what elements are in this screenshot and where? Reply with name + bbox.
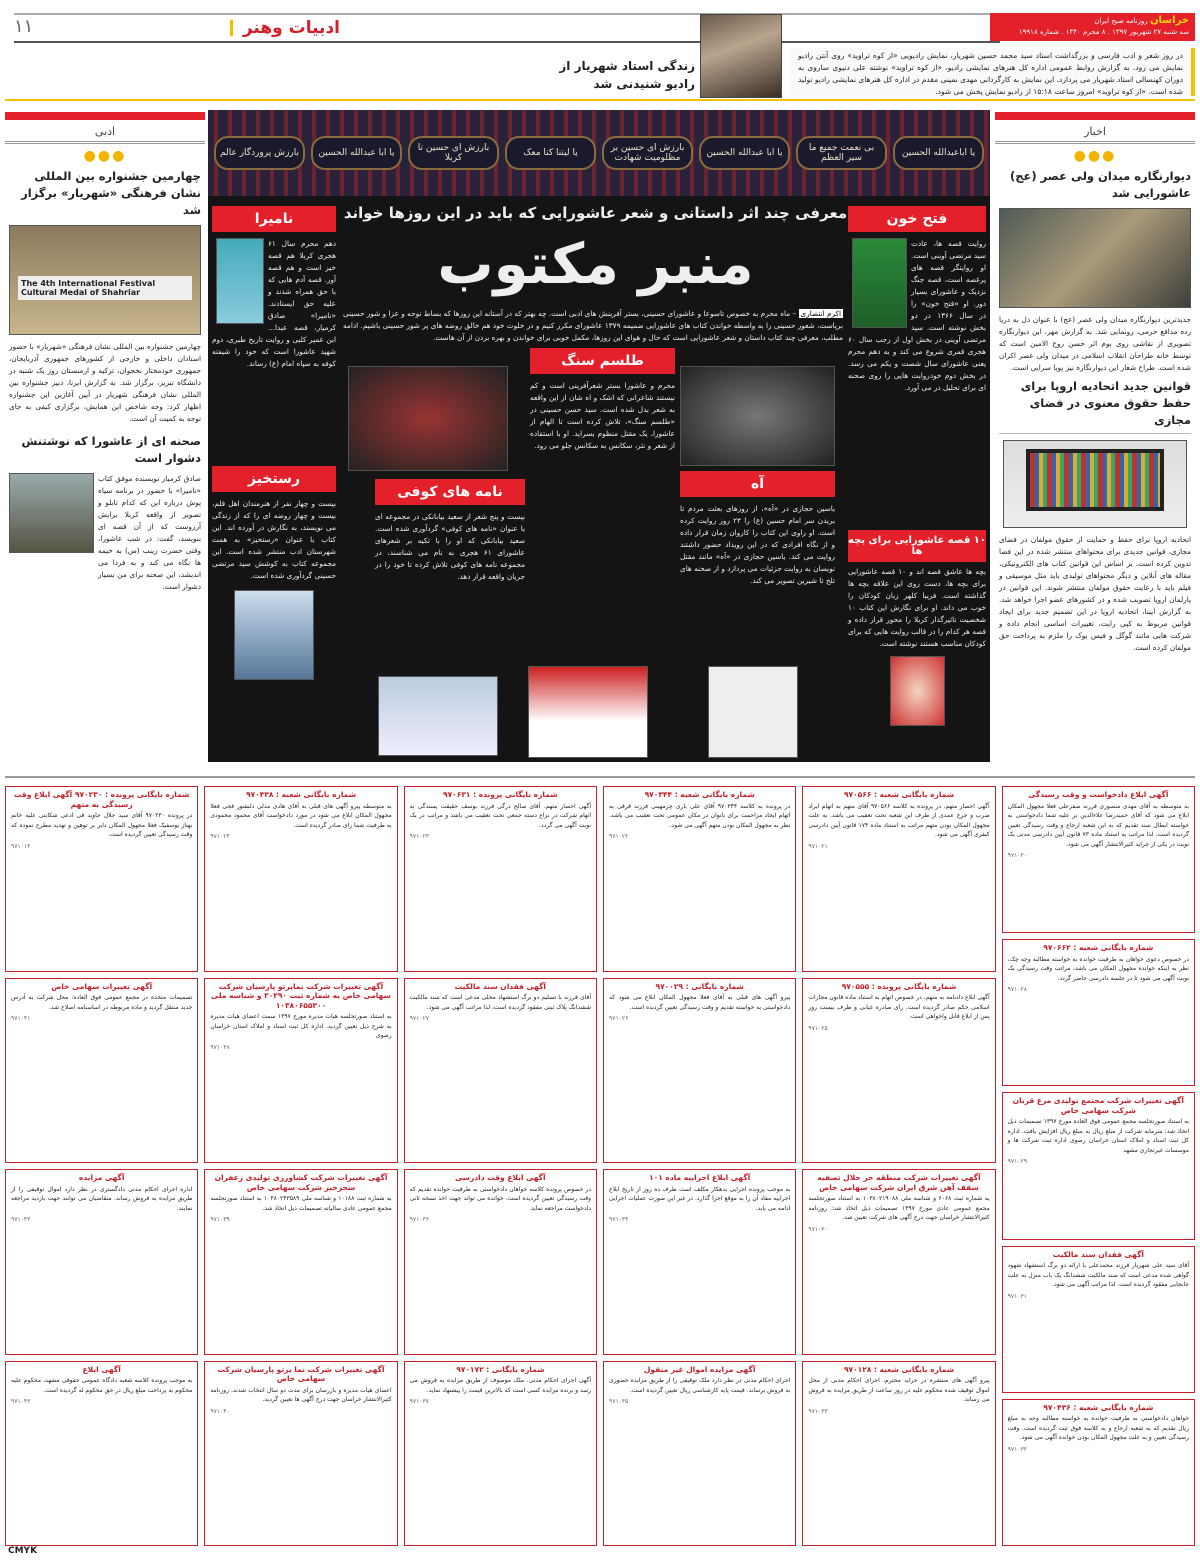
ad-body: آگهی احضار متهم. در پرونده به کلاسه ۹۷۰۵۶۶ آقای متهم به اتهام ایراد ضرب و جرح عمدی از طرف این شعبه تحت تعقیب می باشد. به علت مجهول المکان بودن متهم مراتب به استناد ماده ۱۷۴ قانون آیین دادرسی کیفری آگهی می شود. bbox=[808, 802, 990, 838]
ad-title: آگهی تغییرات شرکت نما یرتو پارسیان شرکت سهامی خاص bbox=[217, 1364, 385, 1383]
calligraphy-tile: بارزش پروردگار عالم bbox=[214, 136, 305, 170]
book-cover bbox=[852, 238, 907, 328]
article-body: چهارمین جشنواره بین المللی نشان فرهنگی «شهریار» با حضور استادان داخلی و خارجی از کشورهای جمهوری آذربایجان، جمهوری خودمختار نخجوان، ترکیه و ارمنستان روز یک شنبه در دانشگاه تبریز، برگزار شد. به گزارش ایرنا، دبیر جشنواره بین المللی نشان فرهنگی شهریار در آیین آغازین این جشنواره اظهار کرد: وجه شاخص این همایش، برگزاری کیفی به جای توجه به کمیت آن است. bbox=[9, 342, 201, 423]
ad-body: به موجب پرونده کلاسه شعبه دادگاه عمومی حقوقی مشهد، محکوم علیه محکوم به پرداخت مبلغ ریال در حق محکوم له گردیده است. bbox=[11, 1377, 193, 1394]
ads-column bbox=[204, 786, 397, 1546]
ad-title: آگهی ابلاغ دادخواست و وقت رسیدگی bbox=[1028, 790, 1169, 799]
interview-block bbox=[9, 473, 201, 593]
intro-text: ماه محرم به خصوص تاسوعا و عاشورای حسینی، بستر آفرینش های ادبی است. چه بهتر که در آستانه این روزها که بساط نوحه و عزا و شور حسینی برپاست، شعور حسینی را به واسطه خواندن کتاب های عاشورایی ضمیمه ۱۳۷۹ عاشورای مکرر کنیم و در خلوت خود هم خالق روضه های پر شور حسینی باشیم. ادامه مطلب، معرفی چند کتاب داستان و شعر عاشورایی است که حال و هوای این روزها، مکمل خوبی برای خواندن و بهره بردن از آن هاست. bbox=[343, 309, 843, 342]
classified-ad bbox=[1002, 1092, 1195, 1239]
ad-title: آگهی مزایده اموال غیر منقول bbox=[643, 1364, 756, 1374]
ad-code: ۹۷۱۰۳۹ bbox=[210, 1216, 230, 1223]
laptop-books-image bbox=[1003, 440, 1187, 528]
book-cover-telesm bbox=[528, 666, 648, 758]
newspaper-logo: خراسان bbox=[1150, 15, 1189, 26]
book-kufi-letters bbox=[375, 479, 525, 583]
calligraphy-tile: بی نعمت جمیع ما سیر العظم bbox=[796, 136, 887, 170]
ad-code: ۹۷۱۰۴۱ bbox=[11, 1015, 31, 1022]
ad-code: ۹۷۱۰۲۷ bbox=[409, 1015, 430, 1022]
ad-title: آگهی تغییرات شرکت نمایرتو پارسیان شرکت سهامی خاص به شماره ثبت ۲۰۲۹۰ و شناسه ملی ۱۰۳۸۰۶۵۵۳۰۰ bbox=[211, 981, 391, 1010]
article-body: صادق کرمیار نویسنده موفق کتاب «نامیرا» با حضور در برنامه سیاه پوش درباره این که کدام تابلو و تصویر از واقعه کربلا برایش آرزوست که از آن قصه ای بنویسد، گفت: در شب عاشورا، وقتی حضرت زینب (س) به خیمه ها نگاه می کند و به فردا می اندیشد، این صحنه برای من بسیار دشوار است. bbox=[98, 474, 201, 591]
article-headline: چهارمین جشنواره بین المللی نشان فرهنگی «شهریار» برگزار شد bbox=[21, 169, 201, 217]
top-news-text: در روز شعر و ادب فارسی و بزرگداشت استاد سید محمد حسین شهریار، نمایش رادیویی «از کوه تراوید» روی آنتن رادیو نمایش می رود. به گزارش روابط عمومی اداره کل هنرهای نمایشی رادیو، «از کوه تراوید» نوشته علی دنیوی ساروی به دوران کهنسالی استاد شهریار می پردازد. این نمایش به کارگردانی مهدی نمینی مقدم در اداره کل هنرهای نمایشی رادیو تولید شده است. «از کوه تراوید» امروز ساعت ۱۵:۱۸ از رادیو نمایش پخش می شود. bbox=[790, 48, 1195, 96]
ad-code: ۹۷۱۰۳۶ bbox=[409, 1216, 430, 1223]
book-cover bbox=[234, 590, 314, 680]
mourning-image bbox=[348, 366, 508, 471]
book-cover-aah bbox=[708, 666, 798, 758]
ad-code: ۹۷۱۰۳۳ bbox=[808, 1407, 828, 1415]
book-aah bbox=[680, 471, 835, 587]
book-title: نامه های کوفی bbox=[375, 479, 525, 505]
ad-code: ۹۷۱۰۲۹ bbox=[1007, 1158, 1028, 1166]
classified-ad bbox=[404, 1361, 597, 1547]
classified-ad bbox=[1002, 786, 1195, 933]
book-text: یاسین حجازی در «آه»، از روزهای بعثت مردم تا بریدن سر امام حسین (ع) را ۲۴ روز روایت کرده است. او راوی این کتاب را کاروان زمان قرار داده و از نگاه افرادی که در این رویداد حضور داشتند روایت می کند. یاسین حجازی در «آه» مانند مقتل نویسان به روایت جزئیات می پردازد و از صحنه های تلخ تا شیرین تصویر می کند. bbox=[680, 504, 835, 585]
classified-ad bbox=[603, 1361, 796, 1547]
ad-code: ۹۷۱۰۲۰ bbox=[1007, 852, 1028, 859]
classified-ads bbox=[5, 786, 1195, 1546]
ad-body: تصمیمات متخذه در مجمع عمومی فوق العاده: محل شرکت به آدرس جدید منتقل گردید و ماده مربوطه در اساسنامه اصلاح شد. bbox=[11, 994, 193, 1011]
ad-code: ۹۷۱۰۳۷ bbox=[409, 1398, 430, 1405]
ads-column bbox=[5, 786, 198, 1546]
calligraphy-tile: یا ابا عبدالله الحسین bbox=[311, 136, 402, 170]
ad-code: ۹۷۱۰۴۳ bbox=[11, 1398, 31, 1405]
calligraphy-tile: یا اباعبدالله الحسین bbox=[893, 136, 984, 170]
ad-body: در خصوص دعوی خواهان به طرفیت خوانده به خواسته مطالبه وجه چک، نظر به اینکه خوانده مجهول المکان می باشد، مراتب وقت رسیدگی یک نوبت آگهی می شود تا در جلسه دادرسی حاضر گردد. bbox=[1007, 955, 1189, 982]
ad-code: ۹۷۱۰۳۴ bbox=[609, 1216, 629, 1223]
ad-title: آگهی فقدان سند مالکیت bbox=[454, 981, 546, 991]
ad-code: ۹۷۱۰۲۴ bbox=[210, 833, 230, 840]
book-title: ۱۰ قصه عاشورایی برای بچه ها bbox=[848, 530, 986, 562]
ad-body: به استناد صورتجلسه مجمع عمومی فوق العاده مورخ ۱۳۹۷ تصمیمات ذیل اتخاذ شد: سرمایه شرکت از مبلغ ریال به مبلغ ریال افزایش یافت. اداره کل ثبت اسناد و املاک استان خراسان رضوی اداره ثبت شرکت ها و موسسات غیرتجاری مشهد bbox=[1007, 1118, 1189, 1154]
ad-title: شماره بایگانی شعبه : ۹۷۰۳۴۴ bbox=[644, 790, 755, 799]
classified-ad bbox=[1002, 939, 1195, 1086]
ad-body: آقای فرزند با تسلیم دو برگ استشهاد محلی مدعی است که سند مالکیت ششدانگ پلاک ثبتی مفقود گردیده است، لذا مراتب آگهی می شود. bbox=[409, 994, 592, 1011]
ad-body: اداره اجرای احکام مدنی دادگستری در نظر دارد اموال توقیفی را از طریق مزایده به فروش رساند. متقاضیان می توانند جهت بازدید مراجعه نمایند. bbox=[11, 1185, 193, 1212]
calligraphy-banner bbox=[208, 110, 990, 196]
ad-title: شماره بایگانی : ۹۷۰۱۷۲ bbox=[456, 1364, 545, 1374]
ad-title: آگهی فقدان سند مالکیت bbox=[1052, 1249, 1144, 1259]
ad-title: شماره بایگانی شعبه : ۹۷۰۱۲۸ bbox=[843, 1364, 955, 1374]
feature-intro: اکرم انتصاری – ماه محرم به خصوص تاسوعا و عاشورای حسینی، بستر آفرینش های ادبی است. چه بهتر که در آستانه این روزها که بساط نوحه و عزا و شور حسینی برپاست، شعور حسینی را به واسطه خواندن کتاب های عاشورایی ضمیمه ۱۳۷۹ عاشورای مکرر کنیم و در خلوت خود هم خالق روضه های پر شور حسینی باشیم. ادامه مطلب، معرفی چند کتاب داستان و شعر عاشورایی است که حال و هوای این روزها، مکمل خوبی برای خواندن و بهره بردن از آن هاست. bbox=[343, 309, 843, 342]
ad-code: ۹۷۱۰۴۰ bbox=[210, 1407, 230, 1415]
ad-title: شماره بایگانی : ۹۷۰۰۲۹ bbox=[655, 981, 744, 991]
book-cover bbox=[216, 238, 264, 324]
classified-ad bbox=[603, 978, 796, 1164]
date-line: سه شنبه ۲۷ شهریور ۱۳۹۷ . ۸ محرم ۱۴۴۰ . شماره ۱۹۹۱۸ bbox=[1018, 28, 1189, 36]
ad-body: آگهی ابلاغ دادنامه به متهم. در خصوص اتهام به استناد ماده قانون مجازات اسلامی حکم صادر گردیده است. رای صادره غیابی و ظرف بیست روز پس از ابلاغ قابل واخواهی است. bbox=[808, 994, 990, 1020]
feature-title: منبر مکتوب bbox=[437, 232, 754, 297]
ad-body: آگهی احضار متهم. آقای صالح درگی فرزند بوسف حقیقت پسندگی به اتهام شرکت در نزاع دسته جمعی تحت تعقیب می باشد و مراتب در یک نوبت آگهی می گردد. bbox=[409, 802, 592, 829]
cmyk-mark: CMYK bbox=[8, 1546, 38, 1556]
article-body: اتحادیه اروپا برای حفظ و حمایت از حقوق مولفان در فضای مجازی، قوانین جدیدی برای محتواهای منتشر شده در این فضا تدوین کرده است. بر اساس این قوانین کتاب های الکترونیکی، مقاله های آنلاین و دیگر محتواهای تولیدی باید مثل موسیقی و فیلم باید با رعایت حقوق مولفان منتشر شوند. این قوانین در پارلمان اروپا تصویب شده و در کشورهای عضو اجرا خواهد شد. به گزارش ایبنا، اتحادیه اروپا در این تصمیم جدید برای ایجاد قوانین مربوط به کپی رایت، تغییرات اساسی انجام داده و شرکت هایی مانند گوگل و فیس بوک را ملزم به پرداخت حق مولفان کرده است. bbox=[999, 535, 1191, 652]
book-text: بچه ها عاشق قصه اند و ۱۰ قصه عاشورایی برای بچه ها، دست روی این علاقه بچه ها گذاشته است. فریبا کلهر زبان کودکان را خوب می داند. او برای نگارش این کتاب ۱۰ شخصیت تاثیرگذار کربلا را محور قرار داده و قصه هر کدام را در قالب روایت هایی که برای کودکان مناسب هستند نوشته است. bbox=[848, 567, 986, 648]
book-namira bbox=[212, 206, 336, 370]
ad-body: پیرو آگهی های منتشره در جراید محترم، اجرای احکام مدنی از محل اموال توقیف شده محکوم علیه در روز ساعت از طریق مزایده به فروش می رساند. bbox=[808, 1377, 990, 1403]
classified-ad bbox=[5, 1361, 198, 1547]
mural-image bbox=[999, 208, 1191, 308]
classified-ad bbox=[5, 1169, 198, 1355]
page-number: ۱۱ bbox=[14, 16, 34, 37]
ad-body: به شماره ثبت ۶۰۶۸ و شناسه ملی ۱۰۳۸۰۲۱۹۰۸۸ به استناد صورتجلسه مجمع عمومی عادی مورخ ۱۳۹۷ تصمیمات ذیل اتخاذ شد: روزنامه کثیرالانتشار خراسان جهت درج آگهی های شرکت تعیین شد. bbox=[808, 1195, 990, 1221]
ad-code: ۹۷۱۰۳۰ bbox=[808, 1225, 828, 1233]
ads-column bbox=[404, 786, 597, 1546]
book-title: نامیرا bbox=[212, 206, 336, 232]
ad-code: ۹۷۱۰۲۲ bbox=[609, 833, 629, 840]
calligraphy-tile: بارزش ای حسین تا کربلا bbox=[408, 136, 499, 170]
book-title: طلسم سنگ bbox=[530, 348, 675, 374]
red-bar bbox=[5, 112, 205, 120]
section-name: ادبیات وهنر bbox=[242, 18, 340, 38]
red-bar bbox=[995, 112, 1195, 120]
ad-code: ۹۷۱۰۲۱ bbox=[808, 842, 828, 850]
book-text: بیست و پنج شعر از سعید بیابانکی در مجموعه ای با عنوان «نامه های کوفی» گردآوری شده است. سعید بیابانکی که او را با تکیه بر شعرهای عاشورای ۶۱ هجری به نام می شناسند، در مجموعه نامه های کوفی تلاش کرده تا خود را در جریان واقعه قرار دهد. bbox=[375, 512, 526, 581]
header-rule bbox=[14, 41, 1000, 43]
byline: اکرم انتصاری bbox=[800, 309, 841, 318]
ad-body: در خصوص پرونده کلاسه خواهان دادخواستی به طرفیت خوانده تقدیم که وقت رسیدگی تعیین گردیده است، خوانده می تواند جهت اخذ نسخه ثانی دادخواست مراجعه نماید. bbox=[409, 1185, 592, 1212]
ad-body: اعضای هیات مدیره و بازرسان برای مدت دو سال انتخاب شدند. روزنامه کثیرالانتشار خراسان جهت درج آگهی ها تعیین گردید. bbox=[210, 1386, 392, 1403]
article-headline: دیوارنگاره میدان ولی عصر (عج) عاشورایی شد bbox=[1009, 169, 1191, 200]
classified-ad bbox=[802, 1361, 995, 1547]
ad-body: به استناد صورتجلسه هیات مدیره مورخ ۱۳۹۷ سمت اعضای هیات مدیره به شرح ذیل تعیین گردید. اداره کل ثبت اسناد و املاک استان خراسان رضوی bbox=[210, 1013, 392, 1039]
news-column bbox=[995, 112, 1195, 658]
ads-column bbox=[603, 786, 796, 1546]
dots-icon: ●●● bbox=[83, 148, 127, 164]
karamyar-photo bbox=[9, 473, 94, 553]
ad-code: ۹۷۱۰۳۸ bbox=[210, 1043, 230, 1051]
section-title bbox=[200, 14, 340, 42]
ad-body: به متوسطه پیرو آگهی های قبلی به آقای هادی مدلی دلنشور فجی فعلا مجهول المکان ابلاغ می شود در مورد دادخواست آقای محمود محمودی به طرفیت شما رای صادر گردیده است. bbox=[210, 802, 392, 829]
book-text: بیست و چهار نفر از هنرمندان اهل قلم، بیست و چهار روضه ای را که از زندگی می نویسند، به نگارش در آورده اند. این کتاب با عنوان «رستخیز» به همت شهرستان ادب منتشر شده است. این مجموعه کتاب به کوشش سید مرتضی حسینی گردآوری شده است. bbox=[212, 499, 336, 580]
book-text: روایت قصه ها، عادت سید مرتضی آوینی است. او روایتگر قصه های پرغصه است، قصه جنگ نزدیک و عاشورای بسیار دور. او «فتح خون» را در سال ۱۳۶۶ در دو بخش نوشته است. سید مرتضی آوینی در بخش اول از رجب سال ۶۰ هجری قمری شروع می کند و به دهم محرم یعنی عاشورای سال شصت و یکم می رسد. در بخش دوم خودروایت هایی را روی صحنه ای برای تحلیل در می آورد. bbox=[848, 239, 986, 392]
ad-code: ۹۷۱۰۳۲ bbox=[1007, 1445, 1028, 1453]
book-title: فتح خون bbox=[848, 206, 986, 232]
festival-image bbox=[9, 225, 201, 335]
classified-ad bbox=[5, 786, 198, 972]
ad-body: به متوسطه به آقای مهدی منصوری فرزند صفرعلی فعلا مجهول المکان ابلاغ می شود که آقای حمیدرضا علاءالدین بر علیه شما دادخواستی به خواسته ابطال سند تقدیم که به این شعبه ارجاع و وقت رسیدگی تعیین گردیده است. لذا مراتب به استناد ماده ۷۳ قانون آیین دادرسی مدنی یک نوبت در یکی از جراید کثیرالانتشار آگهی می شود. bbox=[1007, 802, 1189, 848]
festival-banner-text: The 4th International Festival Cultural Medal of Shahriar bbox=[18, 276, 192, 300]
ad-title: آگهی تغییرات شرکت مجتمع تولیدی مرغ قربان شرکت سهامی خاص bbox=[1012, 1096, 1184, 1115]
classified-ad bbox=[1002, 1246, 1195, 1393]
divider bbox=[230, 20, 233, 36]
ad-title: شماره بایگانی شعبه : ۹۷۰۴۳۶ bbox=[1043, 1402, 1154, 1412]
ads-column bbox=[802, 786, 995, 1546]
classified-ad bbox=[404, 978, 597, 1164]
ad-body: آگهی اجرای احکام مدنی. ملک موصوف از طریق مزایده به فروش می رسد و برنده مزایده کسی است که بالاترین قیمت را پیشنهاد نماید. bbox=[409, 1377, 592, 1394]
classified-ad bbox=[404, 786, 597, 972]
classified-ad bbox=[204, 1361, 397, 1547]
dots-icon: ●●● bbox=[1073, 148, 1117, 164]
ad-code: ۹۷۱۰۲۵ bbox=[808, 1024, 828, 1032]
ad-title: شماره بایگانی شعبه : ۹۷۰۶۶۲ bbox=[1043, 943, 1154, 953]
book-cover bbox=[890, 656, 945, 726]
classified-ad bbox=[802, 1169, 995, 1355]
ad-body: اجرای احکام مدنی در نظر دارد ملک توقیفی را از طریق مزایده حضوری به فروش برساند. قیمت پایه کارشناسی ریال تعیین گردیده است. bbox=[609, 1377, 791, 1394]
book-title: آه bbox=[680, 471, 835, 497]
classified-ad bbox=[603, 786, 796, 972]
article-headline: صحنه ای از عاشورا که نوشتنش دشوار است bbox=[21, 434, 201, 465]
classified-ad bbox=[802, 786, 995, 972]
masthead bbox=[990, 13, 1195, 41]
classified-ad bbox=[5, 978, 198, 1164]
top-news-headline: زندگی استاد شهریار از رادیو شنیدنی شد bbox=[559, 59, 695, 91]
ad-title: شماره بایگانی شعبه : ۹۷۰۵۶۶ bbox=[843, 790, 955, 799]
ad-code: ۹۷۱۰۲۳ bbox=[409, 833, 430, 840]
ad-body: آقای سید علی شهریار فرزند محمدعلی با ارائه دو برگ استشهاد شهود گواهی شده مدعی است که سند مالکیت ششدانگ یک باب منزل به علت جابجایی مفقود گردیده است. لذا مراتب آگهی می شود. bbox=[1007, 1262, 1189, 1289]
ad-title: آگهی تغییرات شرکت منطقه حر حلال تصفیه سقف آهن شرق ایران شرکت سهامی خاص bbox=[817, 1173, 981, 1192]
ad-code: ۹۷۱۰۲۸ bbox=[1007, 986, 1028, 994]
classified-ad bbox=[802, 978, 995, 1164]
ad-code: ۹۷۱۰۳۱ bbox=[1007, 1292, 1028, 1300]
crowd-image bbox=[680, 366, 835, 466]
ad-code: ۹۷۱۰۱۳ bbox=[11, 842, 31, 850]
ad-title: شماره بایگانی پرونده : ۹۷۰۶۳۱ bbox=[443, 790, 558, 799]
ad-title: شماره بایگانی شعبه : ۹۷۰۴۳۸ bbox=[245, 790, 357, 799]
ad-title: آگهی ابلاغ وقت دادرسی bbox=[455, 1173, 546, 1182]
ad-title: آگهی ابلاغ اجراییه ماده ۱۰۱ bbox=[649, 1173, 751, 1182]
book-text: محرم و عاشورا بستر شعرآفرینی است و کم نیستند شاعرانی که اشک و اه شان از این واقعه به شعر بدل شده است. سید حسن حسینی در «طلسم سنگ»، تلاش کرده است تا الهام از عاشورا، یک مقتل منظوم بسراید. او با استفاده از شعر و نثر، سکانس به سکانس جلو می رود. bbox=[530, 381, 675, 450]
article-body: جدیدترین دیوارنگاره میدان ولی عصر (عج) با عنوان دل به دریا زده مدافع حرمی، رونمایی شد. به گزارش مهر، این دیوارنگاره تصویری از نقاشی روی بوم اثر حسن روح الامین است که توسط خانه طراحان انقلاب اسلامی در میدان ولی عصر اکران شده است. طراح شعار این دیوارنگاره نیز پویا سرایی است. bbox=[999, 315, 1191, 372]
feature-kicker: معرفی چند اثر داستانی و شعر عاشورایی که باید در این روزها خواند bbox=[343, 204, 848, 222]
literary-column bbox=[5, 112, 205, 593]
column-label: اخبار bbox=[995, 122, 1195, 144]
ad-body: به موجب پرونده اجرایی بدهکار مکلف است ظرف ده روز از تاریخ ابلاغ اجراییه مفاد آن را به موقع اجرا گذارد. در غیر این صورت عملیات اجرایی ادامه می یابد. bbox=[609, 1185, 791, 1212]
feature-panel bbox=[208, 196, 990, 762]
ad-title: آگهی ابلاغ bbox=[82, 1364, 121, 1374]
ad-title: آگهی تغییرات شرکت کشاورزی تولیدی زعفران سحرخیز شرکت سهامی خاص bbox=[214, 1173, 388, 1192]
ads-column bbox=[1002, 786, 1195, 1546]
calligraphy-tile: یا ابا عبدالله الحسین bbox=[699, 136, 790, 170]
ads-rule bbox=[5, 776, 1195, 778]
classified-ad bbox=[404, 1169, 597, 1355]
book-telesm-sang bbox=[530, 348, 675, 452]
calligraphy-tile: بارزش ای حسین بر مظلومیت شهادت bbox=[602, 136, 693, 170]
shahriar-portrait-image bbox=[700, 14, 782, 98]
ad-body: در پرونده ۹۷۰۲۳۰ آقای سید جلال جاوید فی ادعی شکایتی علیه خانم بهناز یوسفیک فعلا مجهول المکان دایر بر توهین و تهدید مطرح نموده که وقت رسیدگی تعیین گردیده است. bbox=[11, 812, 193, 838]
classified-ad bbox=[204, 978, 397, 1164]
ad-code: ۹۷۱۰۲۶ bbox=[609, 1015, 629, 1022]
yellow-divider bbox=[5, 99, 1195, 101]
tagline: روزنامه صبح ایران bbox=[1094, 17, 1148, 25]
book-text: دهم محرم سال ۶۱ هجری کربلا هم قصه خیز است و هم قصه آور. قصه آدم هایی که با حق همراه شدند و علیه حق ایستادند. «نامیرا» صادق کرمیار، قصه عبدا... ابن عمیر کلبی و روایت تاریخ طبری، دوم شهید عاشورا است که خود را شیفته کوفه به سپاه امام (ع) رساند. bbox=[212, 239, 336, 368]
classified-ad bbox=[204, 786, 397, 972]
ad-body: به شماره ثبت ۱۰۱۸۸ و شناسه ملی ۱۰۳۸۰۲۴۳۵۸۹ به استناد صورتجلسه مجمع عمومی عادی سالیانه تصمیمات ذیل اتخاذ شد. bbox=[210, 1195, 392, 1212]
book-title: رستخیز bbox=[212, 466, 336, 492]
book-fath-khoon bbox=[848, 206, 986, 394]
ad-title: آگهی تغییرات سهامی خاص bbox=[51, 981, 153, 991]
ad-body: پیرو آگهی های قبلی به آقای فعلا مجهول المکان ابلاغ می شود که دادخواستی به خواسته تقدیم و وقت رسیدگی تعیین گردیده است. bbox=[609, 994, 791, 1011]
ad-title: آگهی مزایده bbox=[78, 1173, 125, 1182]
article-headline: قوانین جدید اتحادیه اروپا برای حفظ حقوق معنوی در فضای مجازی bbox=[999, 378, 1191, 434]
ad-title: شماره بایگانی پرونده : ۹۷۰۵۵۵ bbox=[841, 981, 957, 991]
book-10-stories bbox=[848, 530, 986, 726]
book-cover-kufi bbox=[378, 676, 498, 756]
column-label: ادبی bbox=[5, 122, 205, 144]
ad-code: ۹۷۱۰۳۵ bbox=[609, 1398, 629, 1405]
ad-title: شماره بایگانی پرونده : ۹۷۰۲۳۰ آگهی ابلاغ وقت رسیدگی به متهم bbox=[13, 790, 190, 809]
ad-body: خواهان دادخواستی به طرفیت خوانده به خواسته مطالبه وجه به مبلغ ریال تقدیم که به شعبه ارجاع و به کلاسه فوق ثبت گردیده است. وقت رسیدگی تعیین و به علت مجهول المکان بودن خوانده آگهی می شود. bbox=[1007, 1415, 1189, 1442]
ad-code: ۹۷۱۰۴۲ bbox=[11, 1216, 31, 1223]
ad-body: در پرونده به کلاسه ۹۷۰۳۴۴ آقای علی باری چرمهینی فرزند قرقی به اتهام ایجاد مزاحمت برای بانوان در مکان عمومی تحت تعقیب می باشد. نظر به مجهول المکان بودن متهم آگهی می شود. bbox=[609, 802, 791, 829]
classified-ad bbox=[603, 1169, 796, 1355]
calligraphy-tile: یا لیتنا کنا معک bbox=[505, 136, 596, 170]
classified-ad bbox=[1002, 1399, 1195, 1546]
classified-ad bbox=[204, 1169, 397, 1355]
book-rastakhiz bbox=[212, 466, 336, 680]
